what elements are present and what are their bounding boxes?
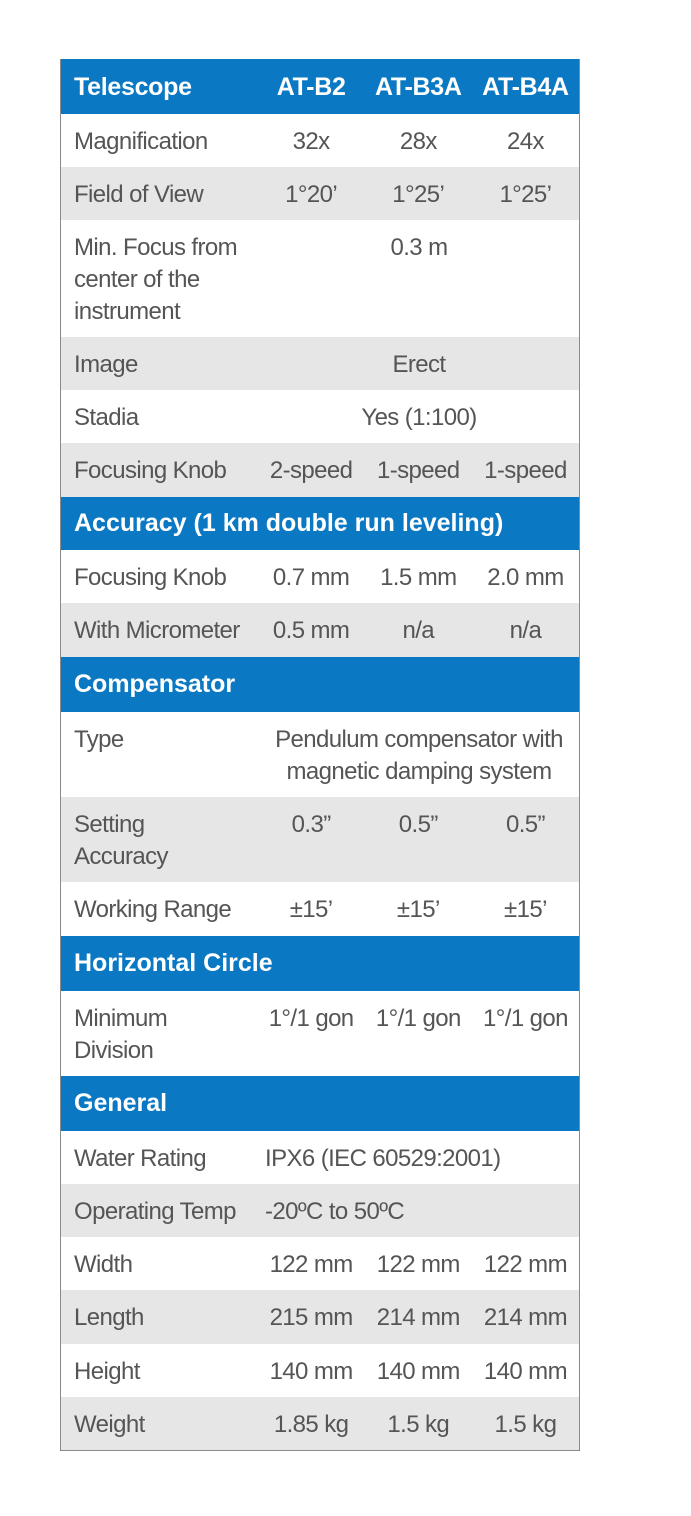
cell-value: 1°/1 gon (375, 1005, 461, 1032)
cell-value: -20ºC to 50ºC (265, 1198, 405, 1225)
model-at-b4a: AT-B4A (482, 72, 569, 101)
label-line: Division (74, 1037, 154, 1064)
cell-value: 140 mm (269, 1358, 353, 1385)
cell-value: 28x (399, 128, 437, 155)
cell-value: ±15’ (396, 896, 440, 923)
table-row (61, 712, 579, 797)
cell-value: 1°/1 gon (268, 1005, 354, 1032)
cell-value: IPX6 (IEC 60529:2001) (265, 1145, 501, 1172)
section-header-accuracy: Accuracy (1 km double run leveling) (61, 497, 579, 550)
label-line: Minimum (74, 1005, 168, 1032)
row-label: Focusing Knob (74, 457, 227, 484)
row-label (61, 220, 259, 328)
label-line: Accuracy (74, 843, 168, 870)
model-at-b3a: AT-B3A (374, 72, 462, 101)
row-label: Height (74, 1358, 140, 1385)
table-row (61, 603, 579, 657)
row-label: Water Rating (74, 1145, 206, 1172)
table-row (61, 991, 579, 1076)
cell-value: 24x (506, 128, 544, 155)
cell-value: 0.3 m (390, 234, 448, 261)
cell-value: 1°25’ (392, 181, 445, 208)
cell-value: 122 mm (269, 1251, 353, 1278)
cell-value: 122 mm (376, 1251, 460, 1278)
cell-value: 1.5 kg (387, 1411, 450, 1438)
section-header-general: General (61, 1076, 579, 1131)
table-row (61, 797, 579, 882)
cell-value: n/a (402, 617, 435, 644)
value-line: magnetic damping system (286, 758, 552, 785)
row-label: Length (74, 1304, 144, 1331)
table-row (61, 220, 579, 337)
table-row (61, 1397, 579, 1450)
table-row (61, 1184, 579, 1237)
table-row (61, 443, 579, 497)
table-row (61, 167, 579, 220)
row-label: With Micrometer (74, 617, 240, 644)
cell-value: 122 mm (483, 1251, 567, 1278)
cell-value (259, 712, 579, 788)
telescope-heading: Telescope (74, 72, 192, 101)
section-header-compensator: Compensator (61, 657, 579, 712)
cell-value: 0.5 mm (272, 617, 350, 644)
row-label: Focusing Knob (74, 564, 227, 591)
cell-value: 0.5” (505, 811, 545, 838)
row-label: Type (74, 726, 124, 753)
cell-value: Erect (392, 351, 446, 378)
cell-value: 214 mm (483, 1304, 567, 1331)
table-row (61, 1290, 579, 1344)
cell-value: 1.85 kg (273, 1411, 349, 1438)
table-header-row (61, 59, 579, 114)
row-label: Operating Temp (74, 1198, 236, 1225)
row-label: Width (74, 1251, 133, 1278)
label-line: center of the (74, 266, 200, 293)
cell-value: 2.0 mm (487, 564, 564, 591)
label-line: Min. Focus from (74, 234, 238, 261)
cell-value: 214 mm (376, 1304, 460, 1331)
cell-value: ±15’ (289, 896, 333, 923)
cell-value: 215 mm (269, 1304, 353, 1331)
spec-table (60, 59, 580, 1451)
cell-value: 1.5 mm (380, 564, 457, 591)
cell-value: 0.5” (398, 811, 438, 838)
table-row (61, 1344, 579, 1397)
cell-value: 32x (292, 128, 330, 155)
table-row (61, 882, 579, 936)
cell-value: 1°25’ (499, 181, 552, 208)
row-label: Weight (74, 1411, 145, 1438)
cell-value: 0.3” (291, 811, 331, 838)
cell-value: 1°/1 gon (483, 1005, 568, 1032)
row-label: Magnification (74, 128, 208, 155)
section-header-horizontal-circle: Horizontal Circle (61, 936, 579, 991)
row-label (61, 991, 258, 1067)
cell-value: 1-speed (377, 457, 460, 484)
value-line: Pendulum compensator with (275, 726, 563, 753)
cell-value: Yes (1:100) (361, 404, 477, 431)
row-label: Image (74, 351, 138, 378)
cell-value: n/a (509, 617, 542, 644)
table-row (61, 1237, 579, 1290)
table-row (61, 550, 579, 603)
row-label: Field of View (74, 181, 204, 208)
row-label (61, 797, 258, 873)
cell-value: 140 mm (376, 1358, 460, 1385)
row-label: Working Range (74, 896, 232, 923)
cell-value: 0.7 mm (272, 564, 350, 591)
cell-value: 1°20’ (285, 181, 338, 208)
cell-value: 1.5 kg (494, 1411, 557, 1438)
cell-value: 1-speed (484, 457, 567, 484)
cell-value: 140 mm (483, 1358, 567, 1385)
cell-value: ±15’ (504, 896, 547, 923)
label-line: Setting (74, 811, 145, 838)
table-row (61, 390, 579, 443)
table-row (61, 337, 579, 390)
model-at-b2: AT-B2 (276, 72, 346, 101)
cell-value: 2-speed (269, 457, 353, 484)
label-line: instrument (74, 298, 181, 325)
table-row (61, 1131, 579, 1184)
row-label: Stadia (74, 404, 139, 431)
table-row (61, 114, 579, 167)
